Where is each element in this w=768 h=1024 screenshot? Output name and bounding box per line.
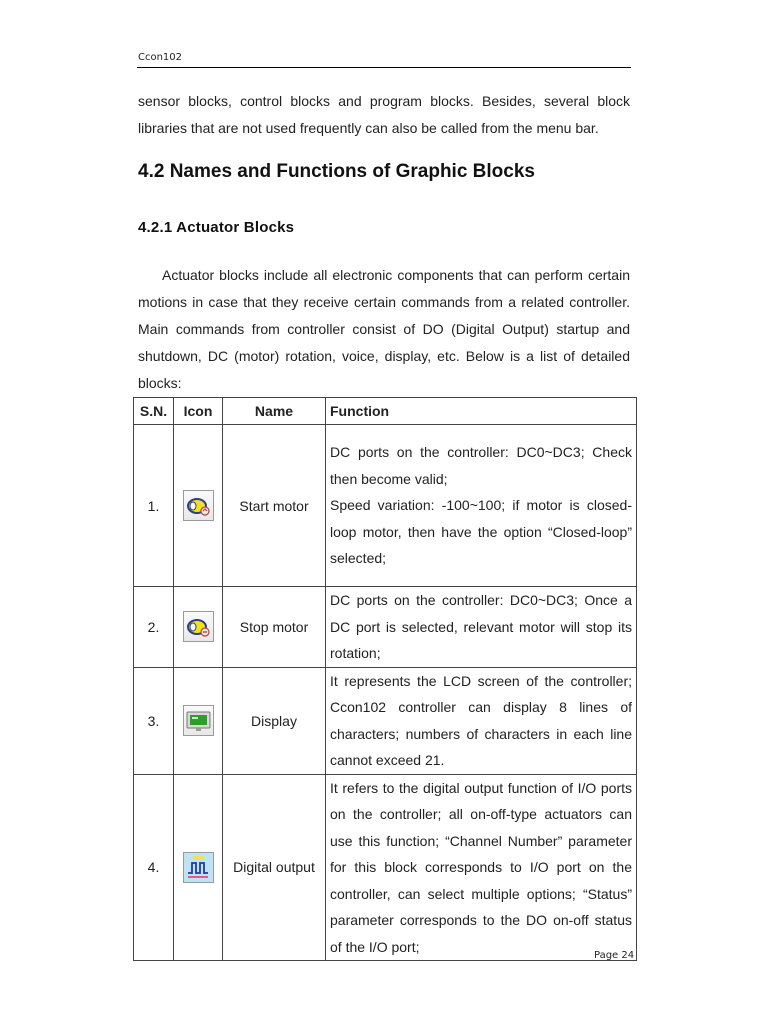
table-row — [134, 774, 637, 961]
table-row — [134, 587, 637, 668]
row-name: Stop motor — [223, 587, 326, 668]
function-line: It refers to the digital output function of I/O ports on the controller; all on-off-type actuators can use this function; “Channel Number” parameter for this block corresponds to I/O port on the controller, can select multiple options; “Status” parameter corresponds to the DO on-off status of the I/O port; — [330, 779, 632, 955]
table-row — [134, 667, 637, 774]
header-name: Name — [223, 398, 326, 425]
row-name: Display — [223, 667, 326, 774]
row-name: Start motor — [223, 425, 326, 587]
header-sn: S.N. — [134, 398, 174, 425]
display-icon — [183, 705, 214, 736]
digital-output-icon — [183, 852, 214, 883]
stop-motor-icon — [183, 611, 214, 642]
function-line: Speed variation: -100~100; if motor is closed-loop motor, then have the option “Closed-loop” selected; — [330, 497, 632, 567]
start-motor-icon — [183, 490, 214, 521]
header-icon: Icon — [174, 398, 223, 425]
function-line: It represents the LCD screen of the controller; Ccon102 controller can display 8 lines of characters; numbers of characters in each line cannot exceed 21. — [330, 672, 632, 768]
subsection-heading: 4.2.1 Actuator Blocks — [138, 219, 295, 236]
table-row — [134, 425, 637, 587]
actuator-paragraph: Actuator blocks include all electronic components that can perform certain motions in case that they receive certain commands from a related controller. Main commands from controller consist of DO (Digital Output) startup and shutdown, DC (motor) rotation, voice, display, etc. Below is a list of detailed blocks: — [138, 267, 630, 391]
table-header-row — [134, 398, 637, 425]
header-rule — [137, 67, 631, 68]
row-sn: 1. — [134, 425, 174, 587]
row-sn: 2. — [134, 587, 174, 668]
row-sn: 4. — [134, 774, 174, 961]
header-function: Function — [326, 398, 637, 425]
section-heading: 4.2 Names and Functions of Graphic Blocks — [138, 161, 535, 182]
row-sn: 3. — [134, 667, 174, 774]
intro-paragraph: sensor blocks, control blocks and program blocks. Besides, several block libraries that are not used frequently can also be called from the menu bar. — [138, 93, 630, 136]
page-number: Page 24 — [594, 950, 635, 961]
row-name: Digital output — [223, 774, 326, 961]
actuator-blocks-table — [133, 397, 637, 961]
function-line: DC ports on the controller: DC0~DC3; Check then become valid; — [330, 444, 632, 487]
function-line: DC ports on the controller: DC0~DC3; Once a DC port is selected, relevant motor will stop its rotation; — [330, 592, 632, 661]
page-header-title: Ccon102 — [138, 52, 183, 63]
